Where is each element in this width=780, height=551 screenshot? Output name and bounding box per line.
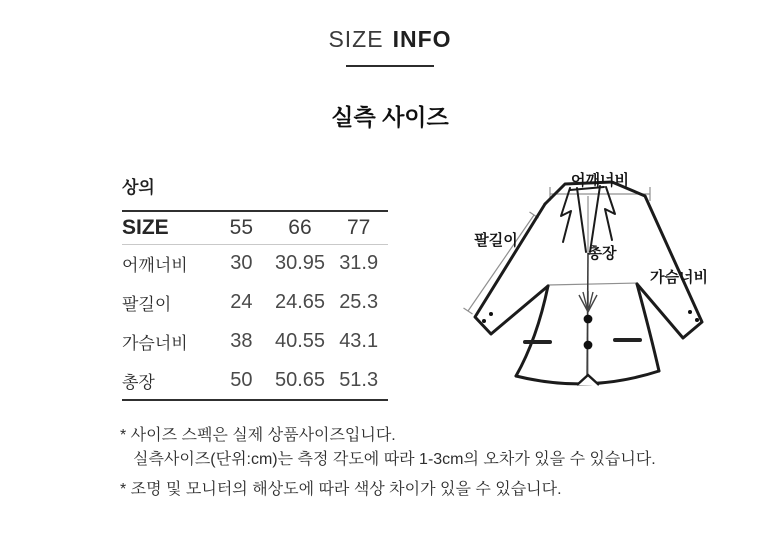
table-row — [122, 244, 388, 283]
cell-value: 40.55 — [274, 330, 326, 352]
table-row — [122, 361, 388, 400]
cell-value: 25.3 — [339, 291, 379, 313]
center-dart-arrow — [579, 291, 597, 312]
row-label-shoulder: 어깨너비 — [122, 256, 188, 276]
right-cuff-button — [695, 318, 699, 322]
cell-value: 38 — [230, 330, 253, 352]
jacket-left-sleeve — [475, 204, 548, 334]
jacket-diagram-svg — [440, 153, 730, 405]
size-table-block — [122, 176, 388, 401]
section-heading: 실측 사이즈 — [331, 104, 449, 130]
pockets — [525, 340, 640, 342]
size-table — [122, 210, 388, 401]
cell-value: 30.95 — [274, 252, 326, 275]
left-lapel — [561, 188, 571, 242]
cell-value: 50.65 — [274, 368, 326, 391]
footnotes — [120, 424, 768, 502]
col-header-66: 66 — [271, 211, 330, 244]
label-total-length: 총장 — [587, 245, 617, 262]
right-lapel — [605, 187, 615, 240]
col-header-55: 55 — [212, 211, 271, 244]
table-row — [122, 283, 388, 322]
front-button — [584, 315, 593, 324]
row-label-sleeve: 팔길이 — [122, 295, 172, 314]
row-label-length: 총장 — [122, 372, 155, 392]
cell-value: 50 — [230, 368, 253, 391]
left-cuff-button — [489, 312, 493, 316]
front-button — [584, 341, 593, 350]
table-header-row — [122, 211, 388, 244]
note-line: 실측사이즈(단위:cm)는 측정 각도에 따라 1-3cm의 오차가 있을 수 있습니다. — [133, 451, 656, 468]
title-info: INFO — [392, 26, 452, 52]
jacket-diagram — [440, 153, 730, 405]
cell-value: 24.65 — [274, 291, 326, 313]
cell-value: 24 — [230, 291, 253, 313]
col-header-size: SIZE — [122, 211, 212, 244]
cell-value: 30 — [230, 252, 253, 275]
col-header-77: 77 — [329, 211, 388, 244]
row-label-chest: 가슴너비 — [122, 334, 188, 353]
table-row — [122, 322, 388, 361]
label-shoulder-width: 어깨너비 — [571, 172, 629, 189]
cell-value: 43.1 — [339, 330, 379, 352]
left-cuff-button — [482, 319, 486, 323]
cell-value: 31.9 — [339, 252, 379, 275]
label-chest-width: 가슴너비 — [650, 269, 708, 286]
note-line: * 사이즈 스펙은 실제 상품사이즈입니다. — [120, 427, 396, 444]
chest-measure-line — [548, 283, 638, 285]
garment-type-label: 상의 — [122, 178, 155, 197]
title-size: SIZE — [328, 26, 384, 52]
title-underline — [346, 65, 434, 67]
measure-lines — [464, 187, 651, 383]
sleeve-measure-line — [468, 215, 534, 311]
note-line: * 조명 및 모니터의 해상도에 따라 색상 차이가 있을 수 있습니다. — [120, 481, 562, 498]
cell-value: 51.3 — [339, 368, 379, 391]
right-cuff-button — [688, 310, 692, 314]
label-sleeve-length: 팔길이 — [474, 232, 518, 249]
hem-vent — [577, 375, 599, 385]
page-title — [0, 26, 780, 53]
